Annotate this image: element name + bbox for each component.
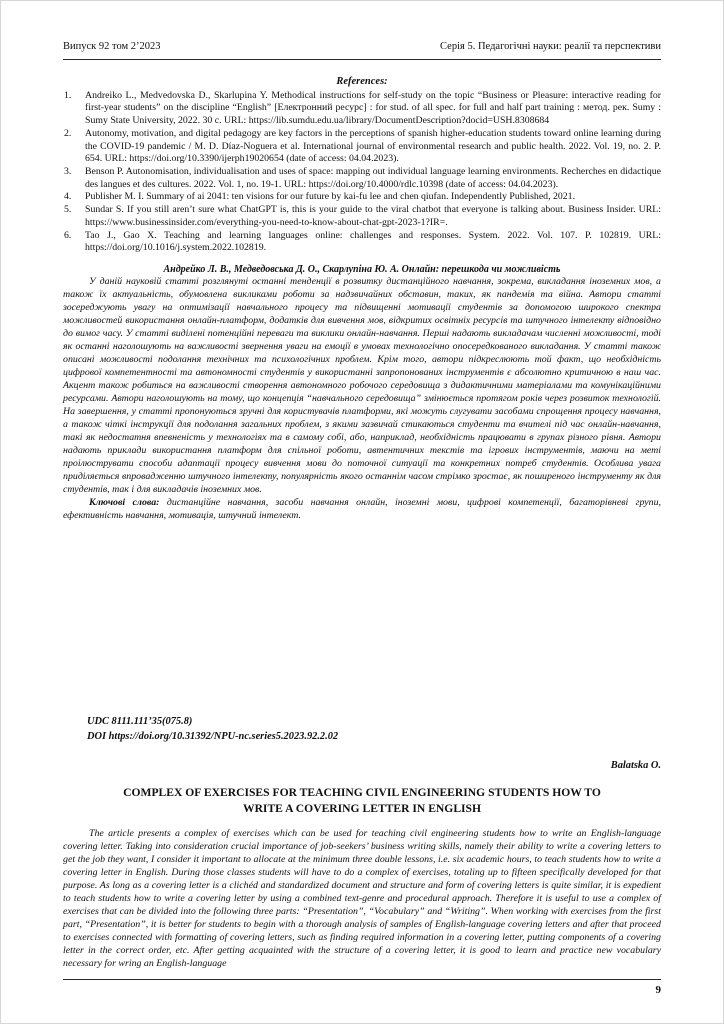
keywords-label: Ключові слова: [89, 496, 160, 508]
reference-item [63, 204, 661, 229]
english-abstract-text: The article presents a complex of exercises which can be used for teaching civil engineering students how to write an English-language covering letter. Taking into consideration crucial importance of job-seekers’ business writing skills, namely their ability to write a covering letters to get the job they want, I consider it important to allocate at the minimum three double lessons, i.e. six academic hours, to teach students how to write a covering letter in English. During those classes students will have to do a complex of exercises, totaling up to fifteen specifically developed for that purpose. As long as a covering letter is a clichéd and standardized document and structure and form of covering letters is quite similar, it is expedient to teach students how to write a covering letter by using a combined text-genre and procedural approach. Therefore it is useful to use a complex of exercises that can be divided into the following three parts: “Presentation”, “Vocabulary” and “Writing”. When working with exercises from the first part, “Presentation”, it is better for students to begin with a thorough analysis of samples of English-language covering letters and after that proceed to exercises connected with formatting of covering letters, such as finding required information in a covering letter, putting components of a covering letter in the correct order, etc. After getting acquainted with the structure of a covering letter, it is good to learn and practice new vocabulary necessary for wring an English-language [63, 828, 661, 969]
article-author: Balatska O. [610, 759, 661, 771]
reference-number: 2. [64, 127, 72, 139]
keywords-text: дистанційне навчання, засоби навчання онлайн, іноземні мови, цифрові компетенції, багаторівневі групи, ефективність навчання, мотивація, штучний інтелект. [63, 496, 662, 521]
reference-number: 5. [64, 204, 72, 216]
references-title: References: [336, 75, 388, 87]
reference-item [63, 191, 661, 204]
reference-text: Autonomy, motivation, and digital pedagogy are key factors in the perceptions of spanish higher-education students toward online learning during the COVID-19 pandemic / M. D. Díaz-Noguera et al. International journal of environmental research and public health. 2022. Vol. 19, no. 2. P. 654. URL: https://doi.org/10.3390/ijerph19020654 (date of access: 04.04.2023). [85, 127, 661, 165]
series-label: Серія 5. Педагогічні науки: реалії та перспективи [440, 41, 661, 52]
reference-number: 6. [64, 229, 72, 241]
page-number: 9 [655, 983, 661, 996]
reference-text: Andreiko L., Medvedovska D., Skarlupina Y. Methodical instructions for self-study on the topic “Business or Pleasure: interactive reading for first-year students” on the discipline “English” [Електронний ресурс] : for stud. of all spec. for full and half part training : метод. рек. Sumy : Sumy State University, 2022. 30 с. URL: https://lib.sumdu.edu.ua/library/DocumentDescription?docid=USH.8308684 [85, 89, 661, 127]
page-footer [63, 971, 661, 997]
ukrainian-authors-heading: Андрейко Л. В., Медведовська Д. О., Скарлупіна Ю. А. Онлайн: перешкода чи можливість [163, 264, 561, 276]
doi-line: DOI https://doi.org/10.31392/NPU-nc.series5.2023.92.2.02 [87, 730, 339, 742]
reference-item [63, 128, 661, 166]
reference-number: 4. [64, 191, 72, 203]
issue-volume-label: Випуск 92 том 2’2023 [63, 41, 161, 52]
english-article-section [63, 714, 661, 971]
references-section [63, 76, 661, 256]
reference-text: Tao J., Gao X. Teaching and learning languages online: challenges and responses. System. 2022. Vol. 107. P. 102819. URL: https://doi.org/10.1016/j.system.2022.102819. [85, 229, 661, 254]
reference-text: Sundar S. If you still aren’t sure what ChatGPT is, this is your guide to the viral chatbot that everyone is talking about. Business Insider. URL: https://www.businessinsider.com/everything-you-need-to-know-about-chat-gpt-2023-1?IR=. [85, 204, 661, 228]
ukrainian-abstract-text: У даній науковій статті розглянуті останні тенденції в розвитку дистанційного навчання, зокрема, викладання іноземних мов, а також їх актуальність, обумовлена викликами роботи за надзвичайних обставин, таких, як пандемія та війна. Автори статті зосереджують увагу на оптимізації навчального процесу та підвищенні мотивації студентів за допомогою широкого спектра можливостей використання онлайн-платформ, додатків для вивчення мов, відкритих освітніх ресурсів та штучного інтелекту відповідно до вимог часу. У статті виділені потенційні переваги та виклики онлайн-навчання. Перші надають викладачам численні можливості, тоді як останні наголошують на важливості звернення уваги на емоції в умовах технологічно опосередкованого викладання. У статті також описані можливості подолання технічних та психологічних проблем. Крім того, автори підкреслюють той факт, що необхідність цифрової компетентності та автономності студентів у використанні запропонованих інструментів є абсолютно критичною в наш час. Акцент також робиться на важливості створення автономного робочого середовища з дидактичними матеріалами та комунікаційними ресурсами. Автори наголошують на тому, що концепція “навчального середовища” змінюється протягом років через розвиток технологій. На завершення, у статті пропонуються зручні для користувачів платформи, які можуть слугувати засобами спрощення процесу навчання, а також чіткі інструкції для подолання загальних проблем, з якими зазвичай стикаються студенти та вчителі під час онлайн-навчання, такі як недостатня впевненість у технологіях та в самому собі, або, наприклад, необхідність працювати в групах різного рівня. Автори надають приклади використання платформ для спільної роботи, автентичних текстів та ігрових інструментів, маючи на меті проілюструвати способи адаптації процесу вивчення мови до поточної ситуації та конкретних потреб студентів. Особлива увага приділяється впровадженню штучного інтелекту, популярність якого останнім часом стрімко зростає, як поширеного інструменту як для студентів, так і для викладачів іноземних мов. [63, 276, 661, 495]
reference-number: 1. [64, 89, 72, 101]
page-header [63, 41, 661, 59]
reference-item [63, 166, 661, 191]
reference-number: 3. [64, 166, 72, 177]
reference-item [63, 90, 661, 128]
ukrainian-abstract-section [63, 255, 661, 522]
reference-text: Benson P. Autonomisation, individualisation and uses of space: mapping out individual language learning environments. Recherches en didactique des langues et des cultures. 2022. Vol. 1, no. 19-1. URL: https://doi.org/10.4000/rdlc.10398 (date of access: 04.04.2023). [85, 166, 661, 190]
reference-item [63, 230, 661, 255]
header-divider [63, 59, 661, 60]
article-title: COMPLEX OF EXERCISES FOR TEACHING CIVIL ENGINEERING STUDENTS HOW TO WRITE A COVERING LETTER IN ENGLISH [123, 785, 601, 815]
references-list [63, 90, 661, 256]
reference-text: Publisher M. I. Summary of ai 2041: ten visions for our future by kai-fu lee and chen qiufan. Independently Published, 2021. [85, 191, 576, 203]
ukrainian-keywords [63, 497, 661, 523]
udc-code: UDC 8111.111’35(075.8) [87, 715, 193, 727]
section-gap [63, 523, 661, 714]
